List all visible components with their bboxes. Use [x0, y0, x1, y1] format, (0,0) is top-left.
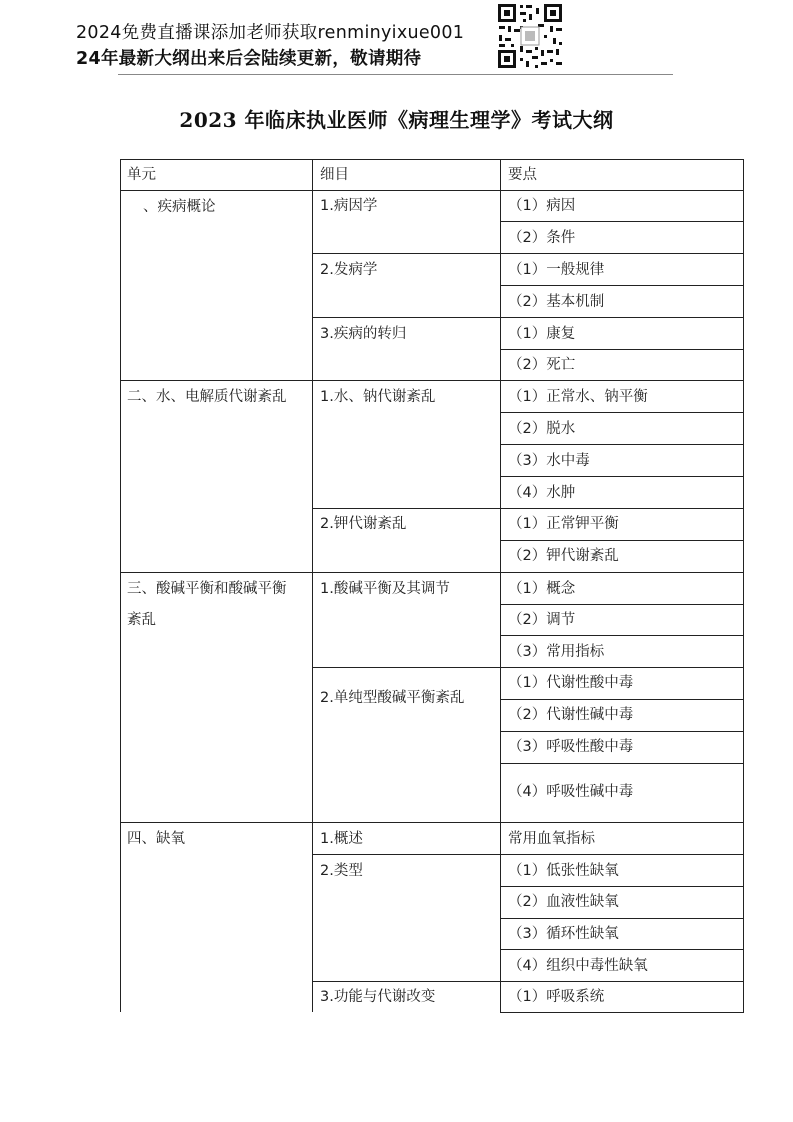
unit-3-line-2: 紊乱 — [127, 612, 156, 628]
point-divider — [500, 763, 744, 764]
item: 1.概述 — [320, 831, 363, 847]
point: （2）钾代谢紊乱 — [508, 548, 619, 564]
point: （2）血液性缺氧 — [508, 894, 619, 910]
point: （3）循环性缺氧 — [508, 926, 619, 942]
point: （3）呼吸性酸中毒 — [508, 739, 634, 755]
point: （1）正常钾平衡 — [508, 516, 619, 532]
promo-line-1: 2024免费直播课添加老师获取renminyixue001 — [76, 23, 465, 43]
point: （1）病因 — [508, 198, 576, 214]
item: 2.类型 — [320, 863, 363, 879]
table-border-right — [743, 159, 744, 1012]
item: 3.疾病的转归 — [320, 326, 407, 342]
unit-2: 二、水、电解质代谢紊乱 — [127, 389, 287, 405]
item: 1.水、钠代谢紊乱 — [320, 389, 436, 405]
header-point: 要点 — [508, 167, 537, 183]
item: 2.单纯型酸碱平衡紊乱 — [320, 690, 465, 706]
point: （2）死亡 — [508, 357, 576, 373]
item: 1.酸碱平衡及其调节 — [320, 581, 450, 597]
point: （2）条件 — [508, 230, 576, 246]
point: （4）组织中毒性缺氧 — [508, 958, 648, 974]
unit-3-line-1: 三、酸碱平衡和酸碱平衡 — [127, 581, 287, 597]
promo-banner — [76, 20, 464, 72]
point: 常用血氧指标 — [508, 831, 595, 847]
point: （1）正常水、钠平衡 — [508, 389, 648, 405]
item: 2.钾代谢紊乱 — [320, 516, 407, 532]
unit-1: 、疾病概论 — [143, 199, 216, 215]
item: 2.发病学 — [320, 262, 378, 278]
table-col-divider-1 — [312, 159, 313, 1012]
point: （2）基本机制 — [508, 294, 605, 310]
point: （1）康复 — [508, 326, 576, 342]
unit-4: 四、缺氧 — [127, 831, 185, 847]
unit-divider-3 — [120, 822, 744, 823]
point: （2）调节 — [508, 612, 576, 628]
qr-code-icon — [496, 2, 564, 70]
header-unit: 单元 — [127, 167, 156, 183]
point: （2）代谢性碱中毒 — [508, 707, 634, 723]
table-col-divider-2 — [500, 159, 501, 1012]
table-border-top — [120, 159, 744, 160]
page-title: 2023 年临床执业医师《病理生理学》考试大纲 — [179, 108, 614, 132]
point: （1）一般规律 — [508, 262, 605, 278]
point: （1）低张性缺氧 — [508, 863, 619, 879]
header-item: 细目 — [320, 167, 349, 183]
point: （3）水中毒 — [508, 453, 590, 469]
point: （1）呼吸系统 — [508, 989, 605, 1005]
promo-line-2: 24年最新大纲出来后会陆续更新，敬请期待 — [76, 49, 422, 69]
point: （4）呼吸性碱中毒 — [508, 784, 634, 800]
table-border-left — [120, 159, 121, 1012]
header-divider — [118, 74, 673, 75]
point: （1）代谢性酸中毒 — [508, 675, 634, 691]
point: （3）常用指标 — [508, 644, 605, 660]
item: 1.病因学 — [320, 198, 378, 214]
point: （1）概念 — [508, 581, 576, 597]
item: 3.功能与代谢改变 — [320, 989, 436, 1005]
point: （2）脱水 — [508, 421, 576, 437]
point: （4）水肿 — [508, 485, 576, 501]
